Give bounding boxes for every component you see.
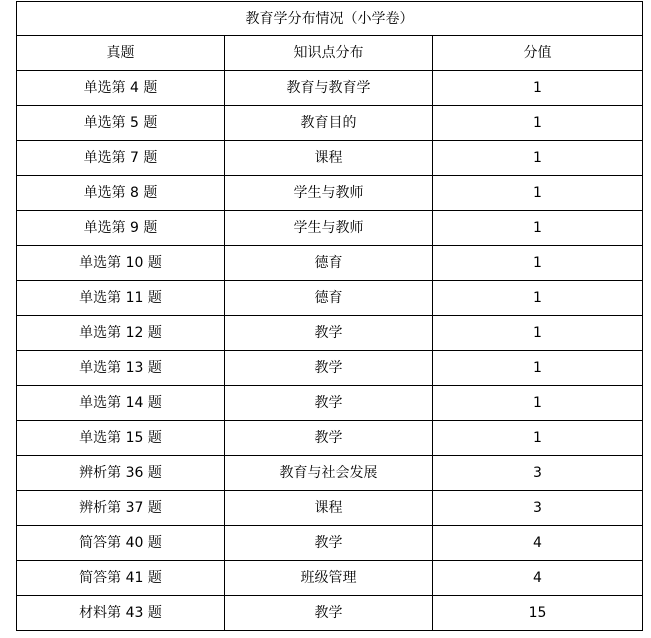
table-row: [17, 106, 643, 141]
table-row: [17, 421, 643, 456]
question-cell: 单选第 7 题: [17, 141, 225, 176]
header-question: 真题: [17, 36, 225, 71]
table-row: [17, 526, 643, 561]
question-cell: 单选第 4 题: [17, 71, 225, 106]
question-cell: 单选第 15 题: [17, 421, 225, 456]
question-cell: 单选第 9 题: [17, 211, 225, 246]
score-cell: 1: [433, 71, 643, 106]
table-row: [17, 211, 643, 246]
knowledge-cell: 教学: [225, 421, 433, 456]
table-row: [17, 491, 643, 526]
table-row: [17, 141, 643, 176]
score-cell: 1: [433, 141, 643, 176]
table-title: 教育学分布情况（小学卷）: [17, 2, 643, 36]
table-row: [17, 386, 643, 421]
table-row: [17, 176, 643, 211]
score-cell: 1: [433, 421, 643, 456]
score-cell: 1: [433, 211, 643, 246]
knowledge-cell: 教育目的: [225, 106, 433, 141]
score-cell: 1: [433, 386, 643, 421]
table-row: [17, 281, 643, 316]
table-body: [17, 2, 643, 631]
knowledge-cell: 学生与教师: [225, 211, 433, 246]
table-row: [17, 561, 643, 596]
knowledge-cell: 教学: [225, 316, 433, 351]
question-cell: 单选第 14 题: [17, 386, 225, 421]
knowledge-cell: 教育与教育学: [225, 71, 433, 106]
question-cell: 简答第 41 题: [17, 561, 225, 596]
score-cell: 1: [433, 351, 643, 386]
score-cell: 1: [433, 246, 643, 281]
score-cell: 3: [433, 456, 643, 491]
knowledge-cell: 教学: [225, 351, 433, 386]
knowledge-cell: 学生与教师: [225, 176, 433, 211]
table-title-row: [17, 2, 643, 36]
knowledge-cell: 德育: [225, 281, 433, 316]
knowledge-cell: 课程: [225, 141, 433, 176]
question-cell: 单选第 8 题: [17, 176, 225, 211]
question-cell: 单选第 13 题: [17, 351, 225, 386]
question-cell: 简答第 40 题: [17, 526, 225, 561]
question-cell: 单选第 12 题: [17, 316, 225, 351]
table-row: [17, 596, 643, 631]
score-cell: 1: [433, 281, 643, 316]
table-row: [17, 316, 643, 351]
knowledge-cell: 德育: [225, 246, 433, 281]
score-cell: 4: [433, 526, 643, 561]
knowledge-cell: 班级管理: [225, 561, 433, 596]
score-cell: 1: [433, 176, 643, 211]
header-knowledge-point: 知识点分布: [225, 36, 433, 71]
score-cell: 1: [433, 106, 643, 141]
table-header-row: [17, 36, 643, 71]
table-row: [17, 71, 643, 106]
distribution-table: [16, 1, 643, 631]
knowledge-cell: 教育与社会发展: [225, 456, 433, 491]
table-row: [17, 246, 643, 281]
knowledge-cell: 课程: [225, 491, 433, 526]
header-score: 分值: [433, 36, 643, 71]
knowledge-cell: 教学: [225, 596, 433, 631]
score-cell: 3: [433, 491, 643, 526]
knowledge-cell: 教学: [225, 386, 433, 421]
question-cell: 单选第 5 题: [17, 106, 225, 141]
question-cell: 单选第 11 题: [17, 281, 225, 316]
score-cell: 4: [433, 561, 643, 596]
score-cell: 15: [433, 596, 643, 631]
question-cell: 单选第 10 题: [17, 246, 225, 281]
knowledge-cell: 教学: [225, 526, 433, 561]
score-cell: 1: [433, 316, 643, 351]
question-cell: 辨析第 37 题: [17, 491, 225, 526]
table-row: [17, 456, 643, 491]
question-cell: 辨析第 36 题: [17, 456, 225, 491]
table-row: [17, 351, 643, 386]
question-cell: 材料第 43 题: [17, 596, 225, 631]
